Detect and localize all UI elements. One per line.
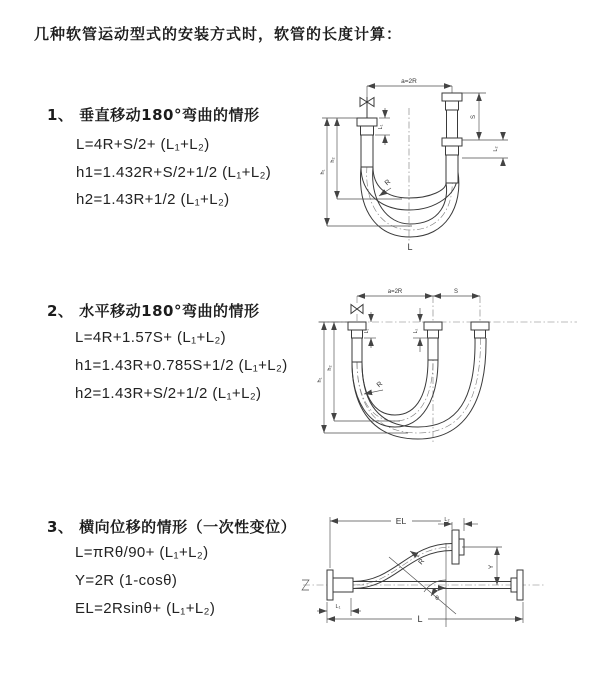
left-flange-fitting	[357, 118, 377, 167]
section3-formula-el: EL=2Rsinθ+ (L₁+L₂)	[75, 600, 216, 617]
dim-label-y: Y	[488, 564, 495, 570]
dimension-s	[433, 289, 480, 296]
diagram-vertical-180-bend	[315, 72, 590, 257]
dimension-l1	[364, 312, 376, 348]
section1-formula-h2: h2=1.43R+1/2 (L₁+L₂)	[76, 191, 230, 208]
angle-theta	[424, 580, 446, 602]
section3-heading: 3、 横向位移的情形（一次性变位）	[47, 518, 297, 536]
dimension-l	[327, 602, 523, 624]
dim-label-r: R	[375, 380, 385, 390]
section1-formula-l: L=4R+S/2+ (L₁+L₂)	[76, 136, 210, 153]
section2-formula-l: L=4R+1.57S+ (L₁+L₂)	[75, 329, 227, 346]
length-label	[403, 241, 417, 252]
right-flange-fitting	[442, 93, 462, 183]
section2-formula-h1: h1=1.43R+0.785S+1/2 (L₁+L₂)	[75, 357, 288, 374]
left-flange	[327, 570, 353, 600]
dim-label-l1: L₁	[378, 124, 384, 130]
diagram-horizontal-180-bend	[315, 283, 595, 448]
dimension-l1	[317, 598, 361, 616]
dimension-h2	[327, 322, 400, 421]
dim-label-a2r: a=2R	[387, 289, 403, 295]
hose-u-bends	[352, 338, 486, 439]
dim-label-l1: L₁	[335, 604, 341, 610]
right-flange-fitting	[471, 322, 489, 338]
dim-label-h2: h₂	[330, 157, 336, 163]
dim-label-s: S	[453, 289, 459, 295]
valve-icon	[360, 97, 374, 118]
dim-label-l2: L₂	[493, 146, 499, 152]
radius-callout	[364, 381, 384, 394]
dim-label-s: S	[471, 114, 477, 120]
diagram-lateral-displacement	[300, 508, 590, 658]
bottom-right-flange	[511, 570, 523, 600]
dimension-l2	[438, 514, 478, 531]
dim-label-el: EL	[395, 516, 407, 526]
page-title: 几种软管运动型式的安装方式时，软管的长度计算：	[34, 25, 403, 43]
dim-label-h1: h₁	[320, 169, 326, 175]
section3-formula-y: Y=2R (1-cosθ)	[75, 572, 178, 589]
section3-formula-l: L=πRθ/90+ (L₁+L₂)	[75, 544, 209, 561]
radius-callout	[410, 551, 426, 566]
dim-label-a2r: a=2R	[401, 78, 417, 85]
dim-label-r: R	[383, 178, 393, 188]
dimension-l2	[462, 132, 508, 166]
section1-formula-h1: h1=1.432R+S/2+1/2 (L₁+L₂)	[76, 164, 272, 181]
section2-heading: 2、 水平移动180°弯曲的情形	[47, 302, 260, 320]
dim-label-l2: L₂	[444, 517, 450, 523]
section2-formula-h2: h2=1.43R+S/2+1/2 (L₁+L₂)	[75, 385, 262, 402]
dim-label-l1: L₁	[364, 328, 370, 334]
dimension-a2r	[357, 289, 433, 296]
hose-u-bends	[361, 167, 459, 237]
dim-label-theta: θ	[435, 595, 439, 602]
dimension-a2r	[367, 78, 452, 97]
left-flange-fitting	[348, 322, 366, 362]
dim-label-l2: L₂	[413, 328, 419, 334]
dimension-y	[462, 547, 502, 585]
dim-label-h1: h₁	[317, 377, 323, 383]
dim-label-l: L	[407, 242, 413, 252]
dim-label-l: L	[417, 614, 423, 624]
dimension-s	[462, 93, 508, 140]
middle-flange-fitting	[424, 322, 442, 360]
radius-callout	[379, 179, 392, 196]
dimension-el	[330, 514, 452, 568]
dim-label-r: R	[417, 557, 427, 567]
dim-label-h2: h₂	[327, 365, 333, 371]
section1-heading: 1、 垂直移动180°弯曲的情形	[47, 106, 260, 124]
dimension-l1	[375, 108, 390, 145]
valve-icon	[351, 305, 363, 314]
